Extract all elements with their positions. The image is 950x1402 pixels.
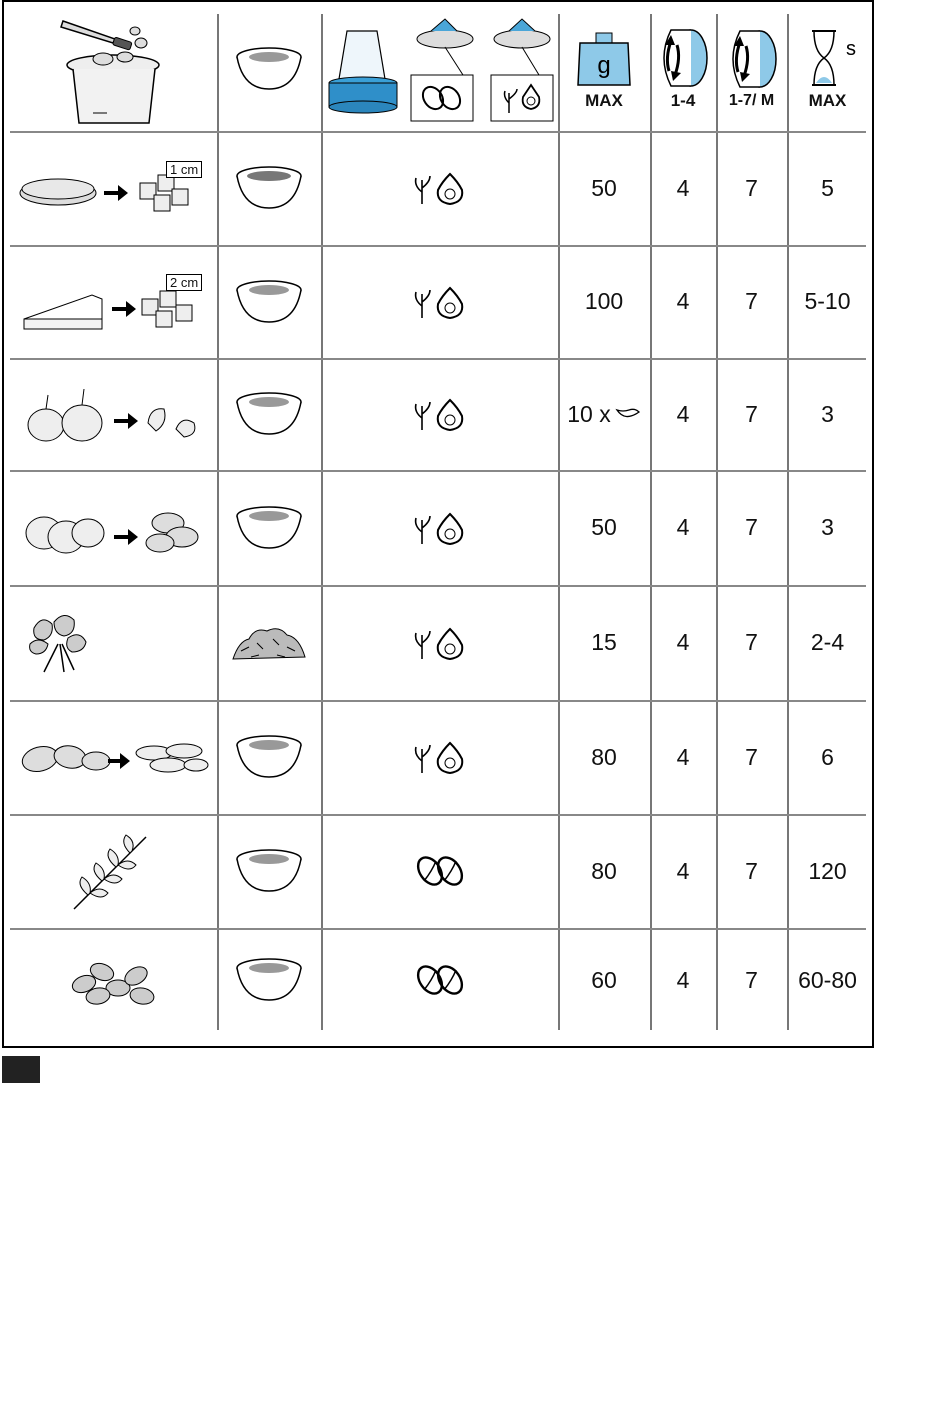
speed1-value: 4 [676,629,690,655]
speed2-value: 7 [745,743,758,770]
knife-chopping-icon [53,13,173,125]
bowl-icon [233,733,305,781]
table-row-coffee-beans [10,930,215,1030]
amount-value: 50 [591,174,617,201]
speed1-value: 4 [676,743,690,770]
hourglass-icon [798,27,858,89]
bowl-cell [219,816,319,926]
speed1-value: 4 [676,288,690,314]
bowl-cell [219,360,319,468]
header-bowl [219,10,319,128]
amount-value: 80 [591,857,617,884]
header-speed-2 [718,10,785,128]
chopper-blades-icon [327,13,552,125]
bowl-cell [219,930,319,1030]
speed2-value: 7 [745,966,758,993]
time-value: 3 [821,514,834,540]
herb-onion-icon [410,737,470,777]
amount-value: 100 [584,288,624,314]
table-row-onion [10,472,215,583]
speed1-value: 4 [676,857,690,884]
amount-value: 15 [591,629,617,655]
time-value: 60-80 [798,966,857,993]
header-time [789,10,866,128]
herb-onion-icon [410,623,470,663]
blade-cell [323,360,556,468]
bowl-icon [233,390,305,438]
speed2-value: 7 [745,629,758,655]
header-speed-1 [652,10,714,128]
speed-dial-icon [655,27,711,89]
header-appliance-blades [323,10,556,128]
speed-range-label-1: 1-4 [670,91,696,110]
bowl-icon [233,956,305,1004]
time-unit: s [845,38,856,60]
weight-max-label: MAX [585,91,623,110]
header-food-illustration [10,10,215,128]
bowl-icon [233,278,305,326]
weight-unit: g [597,52,611,79]
herb-sprig-icon [68,829,158,913]
page-marker [2,1056,40,1083]
parsley-icon [24,610,94,676]
table-row-almonds [10,702,215,812]
speed-range-label-2: 1-7/ M [728,92,775,109]
amount-value: 80 [591,743,617,770]
speed-dial-icon [724,28,780,90]
chopped-result-cell [219,587,319,698]
table-row-garlic [10,360,215,468]
coffee-beans-icon [410,851,470,891]
blade-cell [323,472,556,583]
amount-value: 50 [591,514,617,540]
herb-onion-icon [410,282,470,322]
bowl-icon [233,847,305,895]
amount-value: 60 [591,966,617,993]
speed1-value: 4 [676,966,690,993]
garlic-clove-icon [615,406,641,422]
speed2-value: 7 [745,857,758,884]
speed1-value: 4 [676,514,690,540]
bowl-cell [219,702,319,812]
bowl-cell [219,472,319,583]
amount-text: 10 x [567,400,611,427]
table-row-parsley [10,587,215,698]
header-weight [560,10,648,128]
speed2-value: 7 [745,400,758,427]
time-value: 6 [821,743,834,770]
bowl-cell [219,133,319,243]
speed2-value: 7 [745,514,758,540]
herb-onion-icon [410,168,470,208]
chopped-herbs-icon [229,621,309,665]
speed2-value: 7 [745,174,758,201]
table-row-meat [10,133,215,243]
speed1-value: 4 [676,400,690,427]
time-max-label: MAX [808,91,847,110]
bowl-icon [233,164,305,212]
blade-cell [323,587,556,698]
speed2-value: 7 [745,288,758,314]
bowl-cell [219,247,319,356]
bowl-icon [233,45,305,93]
size-label: 1 cm [166,161,202,178]
herb-onion-icon [410,394,470,434]
weight-icon [574,27,634,89]
time-value: 5-10 [804,288,851,314]
blade-cell [323,930,556,1030]
blade-cell [323,247,556,356]
bowl-icon [233,504,305,552]
blade-cell [323,702,556,812]
blade-cell [323,816,556,926]
time-value: 120 [808,857,847,884]
speed1-value: 4 [676,174,690,201]
almonds-icon [16,727,210,787]
coffee-beans-pile-icon [68,952,158,1008]
coffee-beans-icon [410,960,470,1000]
time-value: 2-4 [810,629,845,655]
table-row-dried-herbs [10,816,215,926]
table-row-cheese [10,247,215,356]
time-value: 3 [821,400,834,427]
garlic-cloves-icon [18,379,208,449]
onion-pieces-icon [18,493,208,563]
herb-onion-icon [410,508,470,548]
time-value: 5 [821,174,834,201]
amount-value [560,360,648,468]
size-label: 2 cm [166,274,202,291]
blade-cell [323,133,556,243]
